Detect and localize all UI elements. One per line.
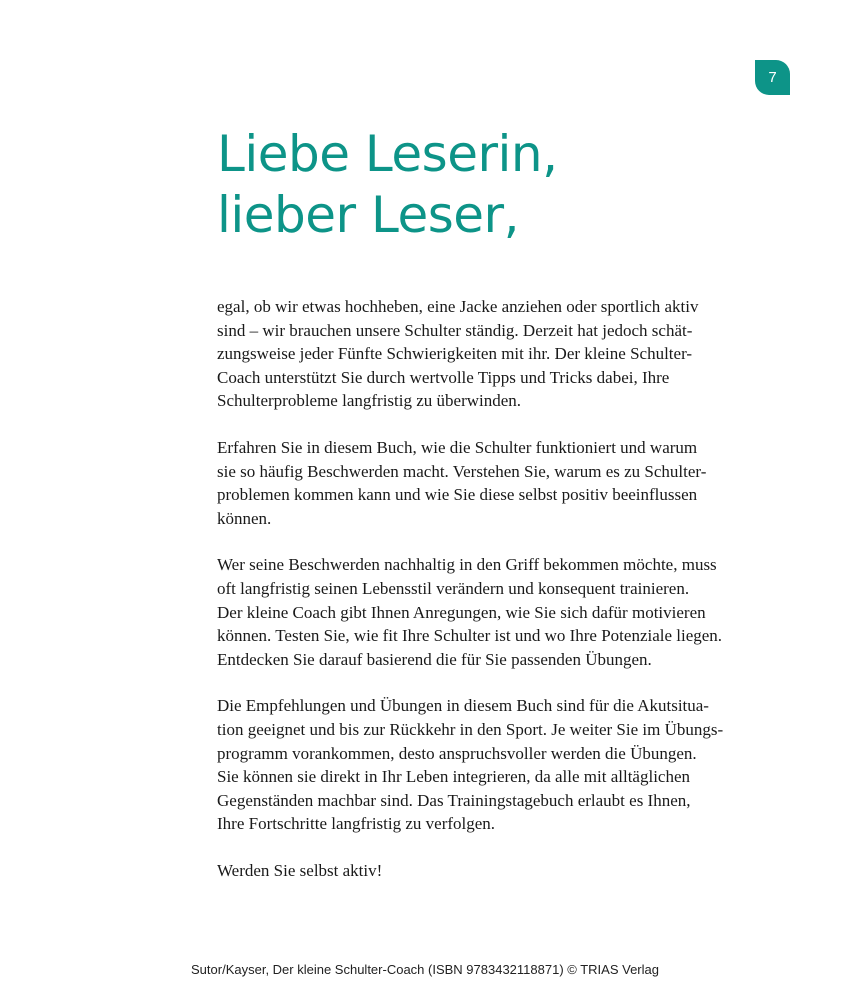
text-line: können.: [217, 508, 272, 528]
text-line: Sie können sie direkt in Ihr Leben integrieren, da alle mit alltäglichen: [217, 767, 691, 787]
text-line: Gegenständen machbar sind. Das Trainingstagebuch erlaubt es Ihnen,: [217, 790, 691, 810]
page-footer: Sutor/Kayser, Der kleine Schulter-Coach (ISBN 9783432118871) © TRIAS Verlag: [191, 962, 659, 977]
text-line: Wer seine Beschwerden nachhaltig in den Griff bekommen möchte, muss: [217, 555, 717, 575]
text-line: oft langfristig seinen Lebensstil verändern und konsequent trainieren.: [217, 578, 690, 598]
text-line: Der kleine Coach gibt Ihnen Anregungen, wie Sie sich dafür motivieren: [217, 602, 706, 622]
paragraph: [217, 553, 757, 671]
heading-line-1: Liebe Leserin,: [217, 125, 558, 183]
text-line: Entdecken Sie darauf basierend die für Sie passenden Übungen.: [217, 649, 652, 669]
text-line: Werden Sie selbst aktiv!: [217, 860, 383, 880]
paragraph: [217, 295, 757, 413]
paragraph: [217, 436, 757, 530]
page-number-badge: 7: [755, 60, 790, 95]
page-heading: [217, 124, 558, 246]
text-line: problemen kommen kann und wie Sie diese selbst positiv beeinflussen: [217, 485, 698, 505]
text-line: sind – wir brauchen unsere Schulter ständig. Derzeit hat jedoch schät-: [217, 320, 693, 340]
heading-line-2: lieber Leser,: [217, 186, 519, 244]
text-line: Ihre Fortschritte langfristig zu verfolgen.: [217, 814, 496, 834]
text-line: Erfahren Sie in diesem Buch, wie die Schulter funktioniert und warum: [217, 437, 698, 457]
paragraph: [217, 694, 757, 836]
text-line: egal, ob wir etwas hochheben, eine Jacke anziehen oder sportlich aktiv: [217, 297, 699, 316]
text-line: zungsweise jeder Fünfte Schwierigkeiten mit ihr. Der kleine Schulter-: [217, 344, 693, 364]
text-line: Die Empfehlungen und Übungen in diesem Buch sind für die Akutsitua-: [217, 696, 709, 716]
text-line: Schulterprobleme langfristig zu überwinden.: [217, 391, 522, 411]
body-text: [217, 295, 757, 905]
text-line: programm vorankommen, desto anspruchsvoller werden die Übungen.: [217, 743, 697, 763]
paragraph: [217, 859, 757, 883]
text-line: sie so häufig Beschwerden macht. Verstehen Sie, warum es zu Schulter-: [217, 461, 707, 481]
text-line: können. Testen Sie, wie fit Ihre Schulter ist und wo Ihre Potenziale liegen.: [217, 626, 723, 646]
text-line: tion geeignet und bis zur Rückkehr in den Sport. Je weiter Sie im Übungs-: [217, 719, 724, 739]
text-line: Coach unterstützt Sie durch wertvolle Tipps und Tricks dabei, Ihre: [217, 367, 670, 387]
